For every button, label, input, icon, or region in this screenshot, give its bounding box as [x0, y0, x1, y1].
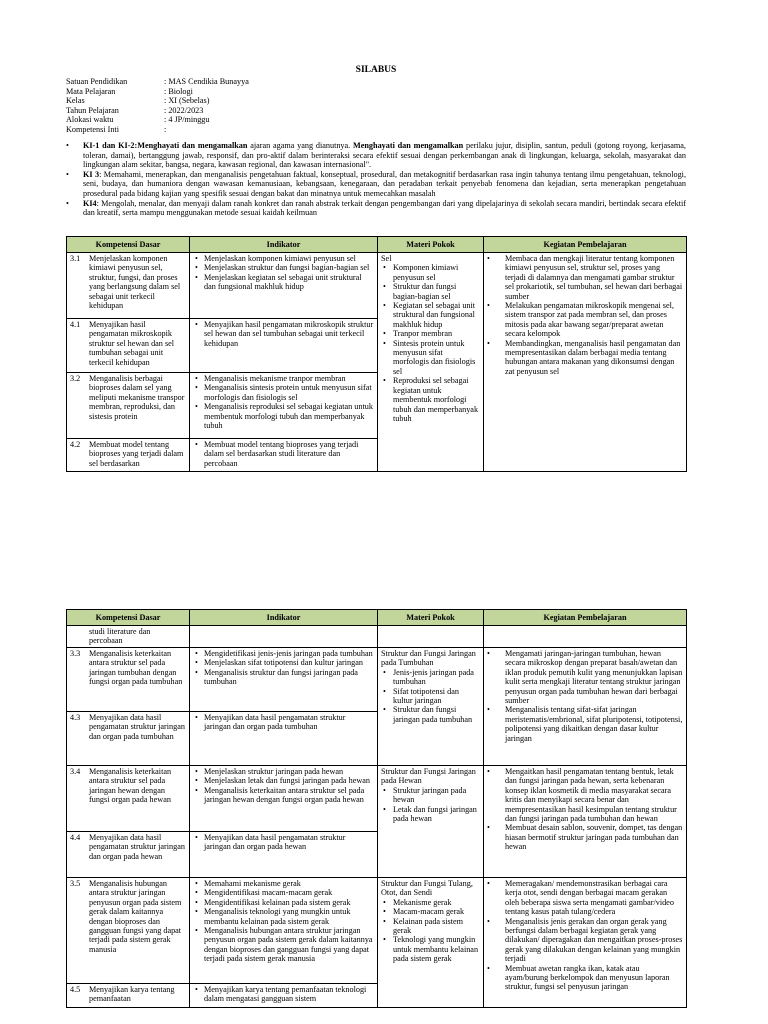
table-row: [67, 626, 687, 648]
ki-item: [66, 199, 686, 218]
materi-cell: [378, 648, 484, 766]
list-item: • Struktur dan fungsi bagian-bagian sel: [381, 282, 480, 301]
list-item: • Menyajikan data hasil pengamatan struktur jaringan dan organ pada hewan: [193, 833, 374, 852]
meta-label: Tahun Pelajaran: [66, 105, 119, 115]
list-item: • Reproduksi sel sebagai kegiatan untuk membentuk morfologi tubuh dan memperbanyak tubuh: [381, 376, 480, 423]
list-item: • Menjelaskan kegiatan sel sebagai unit struktural dan fungsional makhluk hidup: [193, 273, 374, 292]
list-item: • Menganalisis sintesis protein untuk menyusun sifat morfologis dan fisiologis sel: [193, 383, 374, 402]
materi-cell: [378, 878, 484, 1008]
ki-text: perilaku jujur, disiplin, santun, peduli (gotong royong, kerjasama, toleran, damai), bertanggung jawab, responsif, dan pro-aktif dalam berinteraksi secara efektif sesuai dengan perkembangan anak di lingkungan, keluarga, sekolah, masyarakat dan lingkungan alam sekitar, bangsa, negara, kawasan regional, dan kawasan internasional".: [83, 141, 686, 170]
meta-value: : 4 JP/minggu: [164, 115, 210, 125]
kegiatan-cell: [484, 253, 687, 472]
list-item: • Membuat awetan rangka ikan, katak atau ayam/burung berkelompok dan menyusun laporan struktur, fungsi sel penyusun jaringan: [487, 964, 683, 992]
table-header-row: [67, 610, 687, 626]
materi-cell: [378, 626, 484, 648]
kd-cell: [67, 626, 190, 648]
kd-number: 3.2: [70, 374, 81, 383]
table-row: [67, 878, 687, 984]
list-item: • Struktur dan fungsi jaringan pada tumbuhan: [381, 705, 480, 724]
meta-row: [66, 115, 249, 125]
ki-item: [66, 141, 686, 170]
ki-label: KI 3: [83, 169, 100, 179]
table-row: [67, 766, 687, 832]
kd-cell: [67, 878, 190, 984]
bullet-icon: •: [66, 198, 69, 208]
indikator-cell: [190, 439, 378, 472]
materi-heading: Sel: [381, 254, 392, 263]
list-item: • Menganalisis teknologi yang mungkin untuk membantu kelainan pada sistem gerak: [193, 907, 374, 926]
kd-number: 4.4: [70, 833, 81, 842]
bullet-icon: •: [66, 141, 69, 150]
list-item: • Sintesis protein untuk menyusun sifat morfologis dan fisiologis sel: [381, 339, 480, 377]
table-header-row: [67, 237, 687, 253]
kd-cell: [67, 766, 190, 832]
header-kompetensi-dasar: Kompetensi Dasar: [67, 237, 190, 253]
document-title: SILABUS: [355, 65, 397, 75]
list-item: • Menjelaskan struktur jaringan pada hewan: [193, 767, 374, 776]
list-item: • Menjelaskan struktur dan fungsi bagian-bagian sel: [193, 263, 374, 272]
materi-heading: Struktur dan Fungsi Tulang, Otot, dan Sendi: [381, 879, 473, 898]
kd-text: studi literature dan percobaan: [89, 627, 151, 646]
list-item: • Menjelaskan letak dan fungsi jaringan pada hewan: [193, 776, 374, 785]
indikator-cell: [190, 878, 378, 984]
kd-text: Menjelaskan komponen kimiawi penyusun sel, struktur, fungsi, dan proses yang berlangsung dalam sel sebagai unit terkecil kehidupan: [89, 254, 181, 311]
header-indikator: Indikator: [190, 237, 378, 253]
indikator-cell: [190, 648, 378, 712]
meta-label: Kompetensi Inti: [66, 124, 119, 134]
kegiatan-cell: [484, 648, 687, 766]
header-indikator: Indikator: [190, 610, 378, 626]
list-item: • Membaca dan mengkaji literatur tentang komponen kimiawi penyusun sel, struktur sel, proses yang terjadi di dalamnya dan mengamati gambar struktur sel prokariotik, sel tumbuhan, sel hewan dari berbagai sumber: [487, 254, 683, 301]
ki-bold-text: Menghayati dan mengamalkan: [353, 141, 464, 150]
kd-cell: [67, 253, 190, 319]
meta-label: Mata Pelajaran: [66, 86, 116, 96]
indikator-cell: [190, 766, 378, 832]
kd-text: Menyajikan hasil pengamatan mikroskopik struktur sel hewan dan sel tumbuhan sebagai unit terkecil kehidupan: [89, 320, 175, 367]
kd-cell: [67, 648, 190, 712]
indikator-cell: [190, 253, 378, 319]
kd-text: Menganalisis hubungan antara struktur jaringan penyusun organ pada sistem gerak dalam kaitannya dengan bioproses dan gangguan fungsi yang dapat terjadi pada sistem gerak manusia: [89, 879, 182, 954]
kd-text: Menyajikan data hasil pengamatan struktur jaringan dan organ pada hewan: [89, 833, 185, 861]
meta-label: Satuan Pendidikan: [66, 77, 128, 86]
indikator-cell: [190, 373, 378, 439]
list-item: • Mekanisme gerak: [381, 898, 480, 907]
kd-cell: [67, 984, 190, 1008]
header-kegiatan: Kegiatan Pembelajaran: [484, 237, 687, 253]
header-kompetensi-dasar: Kompetensi Dasar: [67, 610, 190, 626]
meta-value: : 2022/2023: [164, 105, 204, 115]
list-item: • Melakukan pengamatan mikroskopik mengenai sel, sistem transpor zat pada membran sel, dan proses mitosis pada akar bawang segar/preparat awetan secara kelompok: [487, 301, 683, 339]
ki-bold-text: Menghayati dan mengamalkan: [137, 141, 248, 150]
meta-value: : XI (Sebelas): [164, 96, 210, 106]
materi-cell: [378, 253, 484, 472]
list-item: • Menyajikan data hasil pengamatan struktur jaringan dan organ pada tumbuhan: [193, 713, 374, 732]
list-item: • Memahami mekanisme gerak: [193, 879, 374, 888]
ki-label: KI4: [83, 198, 97, 208]
indikator-cell: [190, 319, 378, 373]
header-materi-pokok: Materi Pokok: [378, 237, 484, 253]
kd-cell: [67, 319, 190, 373]
list-item: • Menganalisis tentang sifat-sifat jaringan meristematis/embrional, sifat pluripotensi, totipotensi, polipotensi yang dikaitkan dengan dasar kultur jaringan: [487, 705, 683, 743]
kd-text: Menganalisis berbagai bioproses dalam sel yang meliputi mekanisme transpor membran, reproduksi, dan sistesis protein: [89, 374, 185, 421]
ki-label: KI-1 dan KI-2:: [83, 141, 138, 150]
kd-text: Membuat model tentang bioproses yang terjadi dalam sel berdasarkan: [89, 440, 184, 468]
table-row: [67, 253, 687, 319]
kd-text: Menyajikan data hasil pengamatan struktur jaringan dan organ pada tumbuhan: [89, 713, 185, 741]
list-item: • Menganalisis hubungan antara struktur jaringan penyusun organ pada sistem gerak dalam kaitannya dengan bioproses dan gangguan fungsi yang dapat terjadi pada sistem gerak manusia: [193, 926, 374, 964]
kd-number: 3.4: [70, 767, 81, 776]
meta-value: : MAS Cendikia Bunayya: [164, 77, 249, 86]
kd-number: 3.5: [70, 879, 81, 888]
list-item: • Komponen kimiawi penyusun sel: [381, 263, 480, 282]
kd-number: 3.1: [70, 254, 81, 263]
meta-row: [66, 87, 249, 97]
kegiatan-cell: [484, 766, 687, 878]
materi-heading: Struktur dan Fungsi Jaringan pada Hewan: [381, 767, 476, 786]
kegiatan-cell: [484, 626, 687, 648]
list-item: • Menjelaskan sifat totipotensi dan kultur jaringan: [193, 658, 374, 667]
list-item: • Mengidentifikasi macam-macam gerak: [193, 888, 374, 897]
kd-text: Menganalisis keterkaitan antara struktur sel pada jaringan tumbuhan dengan fungsi organ pada tumbuhan: [89, 649, 183, 687]
kd-cell: [67, 373, 190, 439]
ki-text: : Mengolah, menalar, dan menyaji dalam ranah konkret dan ranah abstrak terkait dengan pengembangan dari yang dipelajarinya di sekolah secara mandiri, bertindak secara efektif dan kreatif, serta mampu menggunakan metode sesuai kaidah keilmuan: [83, 198, 686, 218]
ki-text: ajaran agama yang dianutnya.: [247, 141, 353, 150]
list-item: • Menyajikan karya tentang pemanfaatan teknologi dalam mengatasi gangguan sistem: [193, 985, 374, 1004]
list-item: • Mengaitkan hasil pengamatan tentang bentuk, letak dan fungsi jaringan pada hewan, serta kebenaran konsep iklan kosmetik di media masyarakat secara kritis dan menyikapi secara benar dan mempresentasikan hasil kesimpulan tentang struktur dan fungsi jaringan pada tumbuhan dan hewan: [487, 767, 683, 823]
kd-number: 4.3: [70, 713, 81, 722]
list-item: • Menganalisis reproduksi sel sebagai kegiatan untuk membentuk morfologi tubuh dan memperbanyak tubuh: [193, 402, 374, 430]
list-item: • Sifat totipotensi dan kultur jaringan: [381, 687, 480, 706]
kd-text: Menganalisis keterkaitan antara struktur sel pada jaringan hewan dengan fungsi organ pada hewan: [89, 767, 172, 805]
list-item: • Letak dan fungsi jaringan pada hewan: [381, 805, 480, 824]
meta-row: [66, 77, 249, 87]
list-item: • Memeragakan/ mendemonstrasikan berbagai cara kerja otot, sendi dengan berbagai macam gerakan oleh beberapa siswa serta mengamati gambar/video tentang kasus patah tulang/cedera: [487, 879, 683, 917]
syllabus-table-1: [66, 236, 687, 472]
kd-text: Menyajikan karya tentang pemanfaatan: [89, 985, 175, 1004]
list-item: • Mengidetifikasi jenis-jenis jaringan pada tumbuhan: [193, 649, 374, 658]
list-item: • Menjelaskan komponen kimiawi penyusun sel: [193, 254, 374, 263]
list-item: • Kelainan pada sistem gerak: [381, 917, 480, 936]
syllabus-table-2: [66, 609, 687, 1008]
list-item: • Struktur jaringan pada hewan: [381, 786, 480, 805]
meta-value: :: [164, 124, 167, 134]
indikator-cell: [190, 984, 378, 1008]
kd-number: 3.3: [70, 649, 81, 658]
meta-label: Kelas: [66, 96, 85, 106]
list-item: • Kegiatan sel sebagai unit struktural dan fungsional makhluk hidup: [381, 301, 480, 329]
list-item: • Membuat desain sablon, souvenir, dompet, tas dengan hiasan bermotif struktur jaringan pada tumbuhan dan hewan: [487, 823, 683, 851]
indikator-cell: [190, 832, 378, 878]
header-materi-pokok: Materi Pokok: [378, 610, 484, 626]
meta-row: [66, 96, 249, 106]
list-item: • Membandingkan, menganalisis hasil pengamatan dan mempresentasikan dalam berbagai media tentang hubungan antara makanan yang dikonsumsi dengan zat penyusun sel: [487, 339, 683, 377]
ki-text: : Memahami, menerapkan, dan menganalisis pengetahuan faktual, konseptual, prosedural, dan metakognitif berdasarkan rasa ingin tahunya tentang ilmu pengetahuan, teknologi, seni, budaya, dan humaniora dengan wawasan kemanusiaan, kebangsaan, kenegaraan, dan peradaban terkait penyebab fenomena dan kejadian, serta menerapkan pengetahuan prosedural pada bidang kajian yang spesifik sesuai dengan bakat dan minatnya untuk memecahkan masalah: [83, 169, 686, 198]
indikator-cell: [190, 626, 378, 648]
materi-heading: Struktur dan Fungsi Jaringan pada Tumbuhan: [381, 649, 476, 668]
bullet-icon: •: [66, 169, 69, 179]
list-item: • Jenis-jenis jaringan pada tumbuhan: [381, 668, 480, 687]
table-row: [67, 648, 687, 712]
list-item: • Membuat model tentang bioproses yang terjadi dalam sel berdasarkan studi literature dan percobaan: [193, 440, 374, 468]
ki-item: [66, 170, 686, 199]
meta-row: [66, 106, 249, 116]
list-item: • Tranpor membran: [381, 329, 480, 338]
list-item: • Menganalisis jenis gerakan dan organ gerak yang berfungsi dalam berbagai kegiatan gerak yang dilakukan/ diperagakan dan mengaitkan proses-proses gerak yang dilakukan dengan kelainan yang mungkin terjadi: [487, 917, 683, 964]
header-kegiatan: Kegiatan Pembelajaran: [484, 610, 687, 626]
list-item: • Mengamati jaringan-jaringan tumbuhan, hewan secara mikroskop dengan preparat basah/awetan dan iklan produk pemutih kulit yang menunjukkan lapisan kulit serta mengkaji literatur tentang struktur jaringan penyusun organ pada tumbuhan hewan dari berbagai sumber: [487, 649, 683, 705]
list-item: • Teknologi yang mungkin untuk membantu kelainan pada sistem gerak: [381, 935, 480, 963]
kd-number: 4.5: [70, 985, 81, 994]
core-competency-list: [66, 141, 686, 218]
indikator-cell: [190, 712, 378, 766]
identity-block: [66, 77, 249, 135]
list-item: • Menyajikan hasil pengamatan mikroskopik struktur sel hewan dan sel tumbuhan sebagai unit terkecil kehidupan: [193, 320, 374, 348]
kd-number: [70, 627, 89, 646]
list-item: • Macam-macam gerak: [381, 907, 480, 916]
list-item: • Mengidentifikasi kelainan pada sistem gerak: [193, 898, 374, 907]
meta-row: [66, 125, 249, 135]
list-item: • Menganalisis keterkaitan antara struktur sel pada jaringan hewan dengan fungsi organ pada hewan: [193, 786, 374, 805]
kd-number: 4.2: [70, 440, 81, 449]
kd-number: 4.1: [70, 320, 81, 329]
list-item: • Menganalisis struktur dan fungsi jaringan pada tumbuhan: [193, 668, 374, 687]
kd-cell: [67, 832, 190, 878]
meta-value: : Biologi: [164, 86, 193, 96]
kd-cell: [67, 439, 190, 472]
materi-cell: [378, 766, 484, 878]
meta-label: Alokasi waktu: [66, 115, 114, 125]
kegiatan-cell: [484, 878, 687, 1008]
list-item: • Menganalisis mekanisme tranpor membran: [193, 374, 374, 383]
kd-cell: [67, 712, 190, 766]
